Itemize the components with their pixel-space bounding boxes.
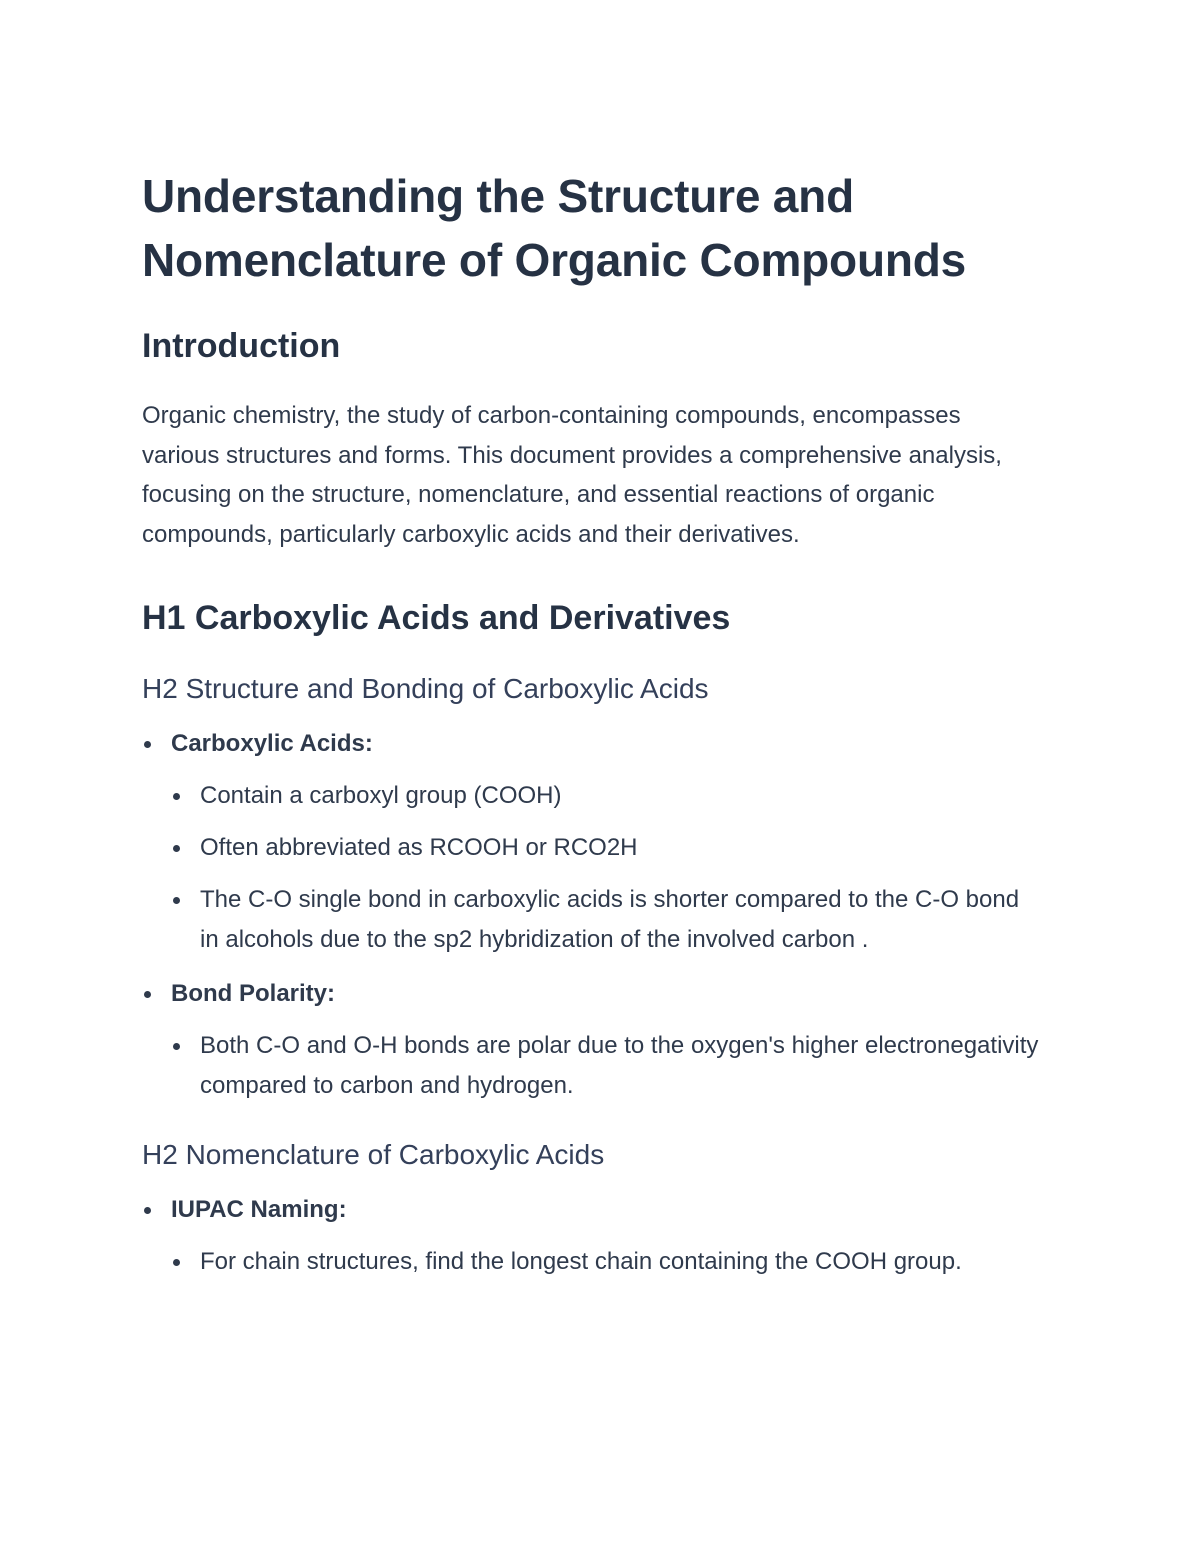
bullet-icon <box>144 1207 151 1214</box>
document-title: Understanding the Structure and Nomenclature of Organic Compounds <box>142 170 967 286</box>
list-item-text: The C-O single bond in carboxylic acids is shorter compared to the C-O bond in alcohols due to the sp2 hybridization of the involved carbon . <box>200 886 1020 953</box>
list-item <box>142 1190 1042 1282</box>
list-item <box>142 974 1042 1106</box>
sub-bullet-list <box>171 776 1042 960</box>
list-item-text: Often abbreviated as RCOOH or RCO2H <box>200 834 638 861</box>
document-page <box>142 164 1042 1282</box>
list-item <box>171 1026 1042 1106</box>
bullet-icon <box>173 1043 180 1050</box>
list-item-text: Both C-O and O-H bonds are polar due to the oxygen's higher electronegativity compared to carbon and hydrogen. <box>200 1032 1039 1099</box>
sub-bullet-list <box>171 1026 1042 1106</box>
list-item <box>142 724 1042 960</box>
bullet-icon <box>144 991 151 998</box>
subsection-heading-nomenclature: H2 Nomenclature of Carboxylic Acids <box>142 1139 605 1170</box>
bullet-list <box>142 724 1042 1106</box>
bullet-label-bond-polarity: Bond Polarity: <box>171 980 336 1007</box>
list-item-text: For chain structures, find the longest chain containing the COOH group. <box>200 1248 962 1275</box>
bullet-list <box>142 1190 1042 1282</box>
sub-bullet-list <box>171 1242 1042 1282</box>
bullet-icon <box>173 793 180 800</box>
section-heading-carboxylic-acids: H1 Carboxylic Acids and Derivatives <box>142 599 731 637</box>
bullet-icon <box>173 845 180 852</box>
bullet-icon <box>173 1259 180 1266</box>
list-item <box>171 776 1042 816</box>
list-item-text: Contain a carboxyl group (COOH) <box>200 782 562 809</box>
bullet-icon <box>173 897 180 904</box>
subsection-heading-structure-bonding: H2 Structure and Bonding of Carboxylic Acids <box>142 673 709 704</box>
list-item <box>171 1242 1042 1282</box>
introduction-paragraph: Organic chemistry, the study of carbon-containing compounds, encompasses various structures and forms. This document provides a comprehensive analysis, focusing on the structure, nomenclature, and essential reactions of organic compounds, particularly carboxylic acids and their derivatives. <box>142 402 1002 548</box>
list-item <box>171 828 1042 868</box>
bullet-icon <box>144 741 151 748</box>
bullet-label-carboxylic-acids: Carboxylic Acids: <box>171 730 373 757</box>
introduction-heading: Introduction <box>142 327 341 365</box>
bullet-label-iupac-naming: IUPAC Naming: <box>171 1196 347 1223</box>
list-item <box>171 880 1042 960</box>
